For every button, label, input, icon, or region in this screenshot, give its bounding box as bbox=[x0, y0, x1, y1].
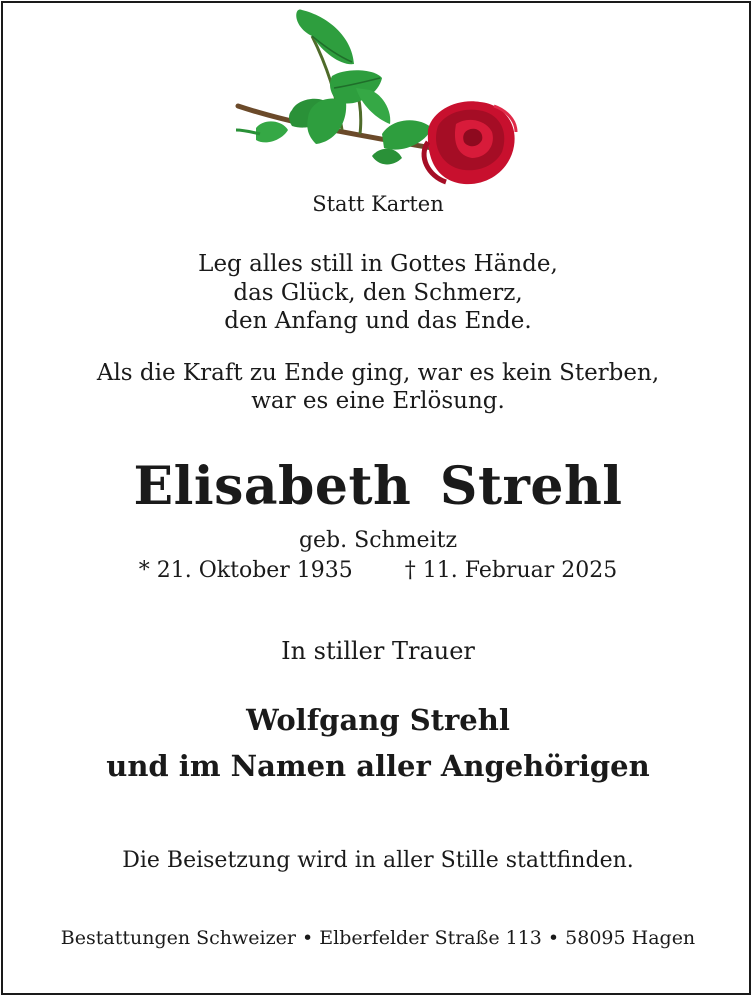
life-dates bbox=[0, 558, 756, 583]
funeral-note: Die Beisetzung wird in aller Stille stattfinden. bbox=[122, 848, 634, 873]
verse2-line2: war es eine Erlösung. bbox=[251, 388, 505, 414]
mourning-intro: In stiller Trauer bbox=[281, 637, 475, 665]
death-date: † 11. Februar 2025 bbox=[404, 558, 618, 583]
verse1-line2: das Glück, den Schmerz, bbox=[233, 280, 523, 306]
mourner-name: Wolfgang Strehl bbox=[246, 703, 510, 737]
relatives-line: und im Namen aller Angehörigen bbox=[106, 749, 650, 783]
verse2-line1: Als die Kraft zu Ende ging, war es kein Sterben, bbox=[96, 360, 660, 386]
maiden-name: geb. Schmeitz bbox=[298, 528, 458, 553]
verse1-line1: Leg alles still in Gottes Hände, bbox=[198, 251, 558, 277]
verse1-line3: den Anfang und das Ende. bbox=[224, 308, 532, 334]
deceased-name: Elisabeth Strehl bbox=[133, 456, 623, 517]
funeral-home-footer: Bestattungen Schweizer • Elberfelder Straße 113 • 58095 Hagen bbox=[60, 927, 696, 949]
birth-date: * 21. Oktober 1935 bbox=[138, 558, 353, 583]
red-rose-icon bbox=[232, 6, 522, 190]
statt-karten-label: Statt Karten bbox=[312, 192, 444, 216]
